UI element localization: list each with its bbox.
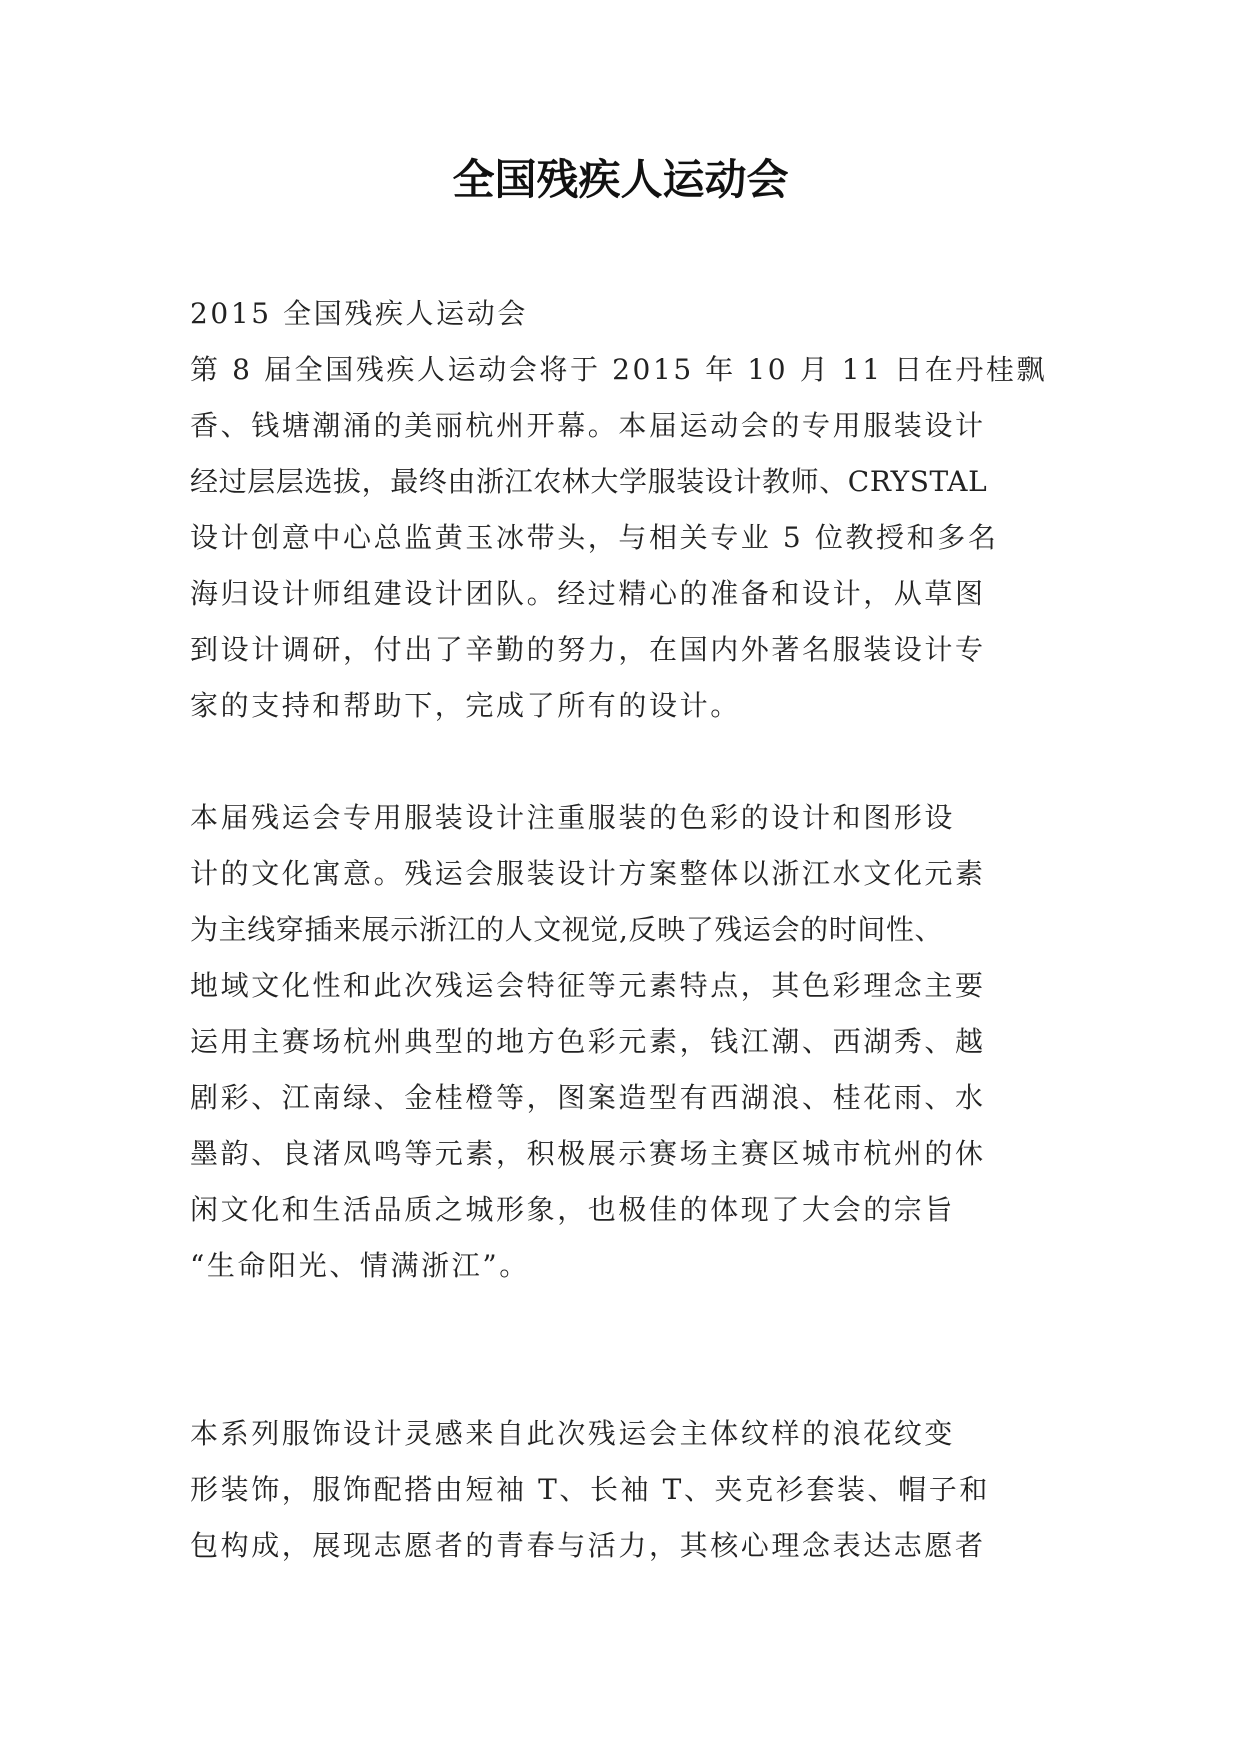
text-line: 包构成，展现志愿者的青春与活力，其核心理念表达志愿者 — [190, 1529, 986, 1562]
text-line: 第 8 届全国残疾人运动会将于 2015 年 10 月 11 日在丹桂飘 — [190, 353, 1048, 386]
document-title: 全国残疾人运动会 — [452, 155, 789, 204]
paragraph-design-concept — [190, 790, 1060, 1294]
text-line: 2015 全国残疾人运动会 — [190, 297, 528, 330]
text-line: 家的支持和帮助下，完成了所有的设计。 — [190, 689, 741, 722]
text-line: 本届残运会专用服装设计注重服装的色彩的设计和图形设 — [190, 801, 956, 834]
text-line: 地域文化性和此次残运会特征等元素特点，其色彩理念主要 — [190, 969, 986, 1002]
text-line: 计的文化寓意。残运会服装设计方案整体以浙江水文化元素 — [190, 857, 986, 890]
text-line: 海归设计师组建设计团队。经过精心的准备和设计，从草图 — [190, 577, 986, 610]
paragraph-intro — [190, 342, 1060, 734]
text-line: 经过层层选拔，最终由浙江农林大学服装设计教师、CRYSTAL — [190, 465, 988, 498]
text-line: 剧彩、江南绿、金桂橙等，图案造型有西湖浪、桂花雨、水 — [190, 1081, 986, 1114]
text-line: 香、钱塘潮涌的美丽杭州开幕。本届运动会的专用服装设计 — [190, 409, 986, 442]
paragraph-subtitle — [190, 286, 1060, 342]
text-line: 本系列服饰设计灵感来自此次残运会主体纹样的浪花纹变 — [190, 1417, 956, 1450]
text-line: 形装饰，服饰配搭由短袖 T、长袖 T、夹克衫套装、帽子和 — [190, 1473, 990, 1506]
text-line: 到设计调研，付出了辛勤的努力，在国内外著名服装设计专 — [190, 633, 986, 666]
paragraph-series-inspiration — [190, 1406, 1060, 1574]
text-line: 运用主赛场杭州典型的地方色彩元素，钱江潮、西湖秀、越 — [190, 1025, 986, 1058]
text-line: 墨韵、良渚凤鸣等元素，积极展示赛场主赛区城市杭州的休 — [190, 1137, 986, 1170]
text-line: 设计创意中心总监黄玉冰带头，与相关专业 5 位教授和多名 — [190, 521, 999, 554]
text-line: 闲文化和生活品质之城形象，也极佳的体现了大会的宗旨 — [190, 1193, 956, 1226]
text-line: 为主线穿插来展示浙江的人文视觉,反映了残运会的时间性、 — [190, 913, 944, 946]
text-line: “生命阳光、情满浙江”。 — [190, 1249, 530, 1282]
